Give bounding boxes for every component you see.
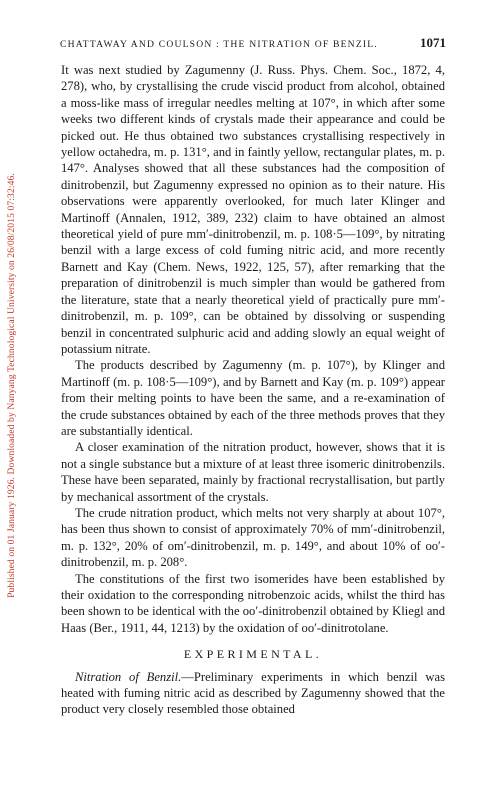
page-header [60,35,446,53]
paragraph: The crude nitration product, which melts not very sharply at about 107°, has been thus shown to consist of approximately 70% of mm′-dinitrobenzil, m. p. 132°, 20% of om′-dinitrobenzil, m. p. 149°, and about 10% of oo′-dinitrobenzil, m. p. 208°. [61,505,445,570]
paragraph: The constitutions of the first two isomerides have been established by their oxidation to the corresponding nitrobenzoic acids, whilst the third has been shown to be identical with the oo′-dinitrobenzil obtained by Kliegl and Haas (Ber., 1911, 44, 1213) by the oxidation of oo′-dinitrotolane. [61,571,445,635]
section-heading: EXPERIMENTAL. [183,647,323,662]
article-body [61,62,445,718]
paragraph: A closer examination of the nitration product, however, shows that it is not a single substance but a mixture of at least three isomeric dinitrobenzils. These have been separated, mainly by fractional recrystallisation, but partly by mechanical assortment of the crystals. [61,440,445,504]
experimental-text: —Preliminary experiments in which benzil was heated with fuming nitric acid as described by Zagumenny showed that the product very closely resembled those obtained [61,669,445,717]
experimental-paragraph [61,669,445,718]
download-watermark-text: Published on 01 January 1926. Downloaded by Nanyang Technological University on 26/08/2015 07:32:46. [5,172,17,598]
run-in-heading: Nitration of Benzil. [75,669,182,684]
page-number: 1071 [420,35,446,50]
paragraph: The products described by Zagumenny (m. p. 107°), by Klinger and Martinoff (m. p. 108·5—109°), and by Barnett and Kay (m. p. 109°) appear from their melting points to have been the same, and a re-examination of the crude substances obtained by each of the three methods proves that they are substantially identical. [61,358,445,438]
download-watermark [4,40,18,730]
paragraph: It was next studied by Zagumenny (J. Russ. Phys. Chem. Soc., 1872, 4, 278), who, by crystallising the crude viscid product from alcohol, obtained a moss-like mass of irregular needles melting at 107°, in which after some weeks two different kinds of crystals made their appearance and could be picked out. He thus obtained two substances crystallising respectively in yellow octahedra, m. p. 131°, and in faintly yellow, rectangular plates, m. p. 147°. Analyses showed that all these substances had the composition of dinitrobenzil, but Zagumenny expressed no opinion as to their nature. His observations were apparently overlooked, for much later Klinger and Martinoff (Annalen, 1912, 389, 232) claim to have obtained an almost theoretical yield of pure mm′-dinitrobenzil, m. p. 108·5—109°, by nitrating benzil with a large excess of cold fuming nitric acid, and more recently Barnett and Kay (Chem. News, 1922, 125, 57), after remarking that the preparation of dinitrobenzil is much simpler than would be gathered from the literature, state that a nearly theoretical yield of practically pure mm′-dinitrobenzil, m. p. 109°, can be obtained by dissolving or suspending benzil in concentrated sulphuric acid and adding slowly an equal weight of potassium nitrate. [61,63,445,356]
running-title: CHATTAWAY AND COULSON : THE NITRATION OF BENZIL. [60,39,378,50]
